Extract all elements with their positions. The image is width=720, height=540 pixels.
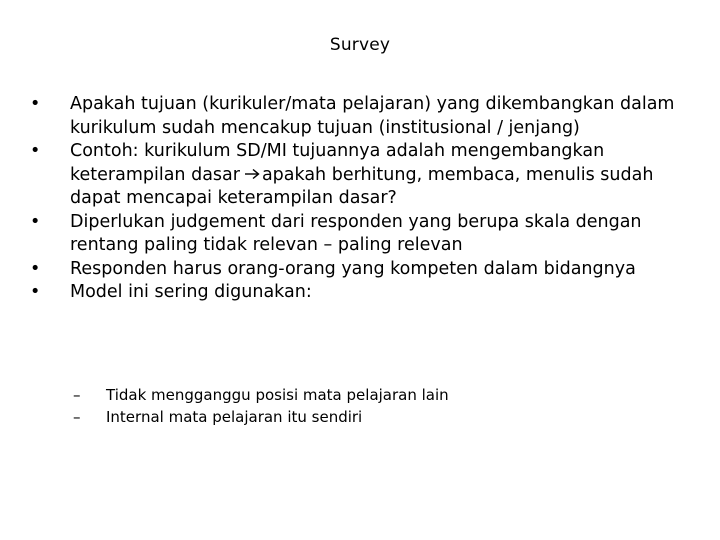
bullet-item <box>30 93 690 140</box>
bullet-text: Model ini sering digunakan: <box>70 282 312 302</box>
slide-title: Survey <box>329 35 391 55</box>
sub-bullet-text: Internal mata pelajaran itu sendiri <box>106 408 363 426</box>
bullet-text: Responden harus orang-orang yang kompeten dalam bidangnya <box>70 258 636 279</box>
bullet-dot-icon: • <box>30 258 41 279</box>
bullet-dot-icon: • <box>30 211 41 232</box>
bullet-item <box>30 258 690 282</box>
sub-bullet-list <box>28 384 621 428</box>
bullet-dot-icon: • <box>30 282 41 302</box>
bullet-item <box>30 281 690 305</box>
bullet-text: Diperlukan judgement dari responden yang berupa skala dengan rentang paling tidak relevan – paling relevan <box>70 211 642 255</box>
bullet-text: Contoh: kurikulum SD/MI tujuannya adalah mengembangkan keterampilan dasar <box>70 141 605 185</box>
bullet-item <box>30 140 690 211</box>
bullet-text: Apakah tujuan (kurikuler/mata pelajaran) yang dikembangkan dalam kurikulum sudah mencakup tujuan (institusional / jenjang) <box>70 94 675 138</box>
bullet-dot-icon: • <box>30 94 41 114</box>
bullet-item <box>30 211 690 258</box>
sub-bullet-item <box>73 406 666 428</box>
sub-bullet-text: Tidak mengganggu posisi mata pelajaran lain <box>106 386 449 404</box>
bullet-text-continued: apakah berhitung, membaca, menulis sudah dapat mencapai keterampilan dasar? <box>70 164 654 208</box>
dash-icon: – <box>73 386 81 404</box>
arrow-right-icon <box>244 164 260 188</box>
bullet-dot-icon: • <box>30 141 41 161</box>
bullet-list <box>30 93 690 305</box>
dash-icon: – <box>73 408 81 426</box>
sub-bullet-item <box>73 384 666 406</box>
